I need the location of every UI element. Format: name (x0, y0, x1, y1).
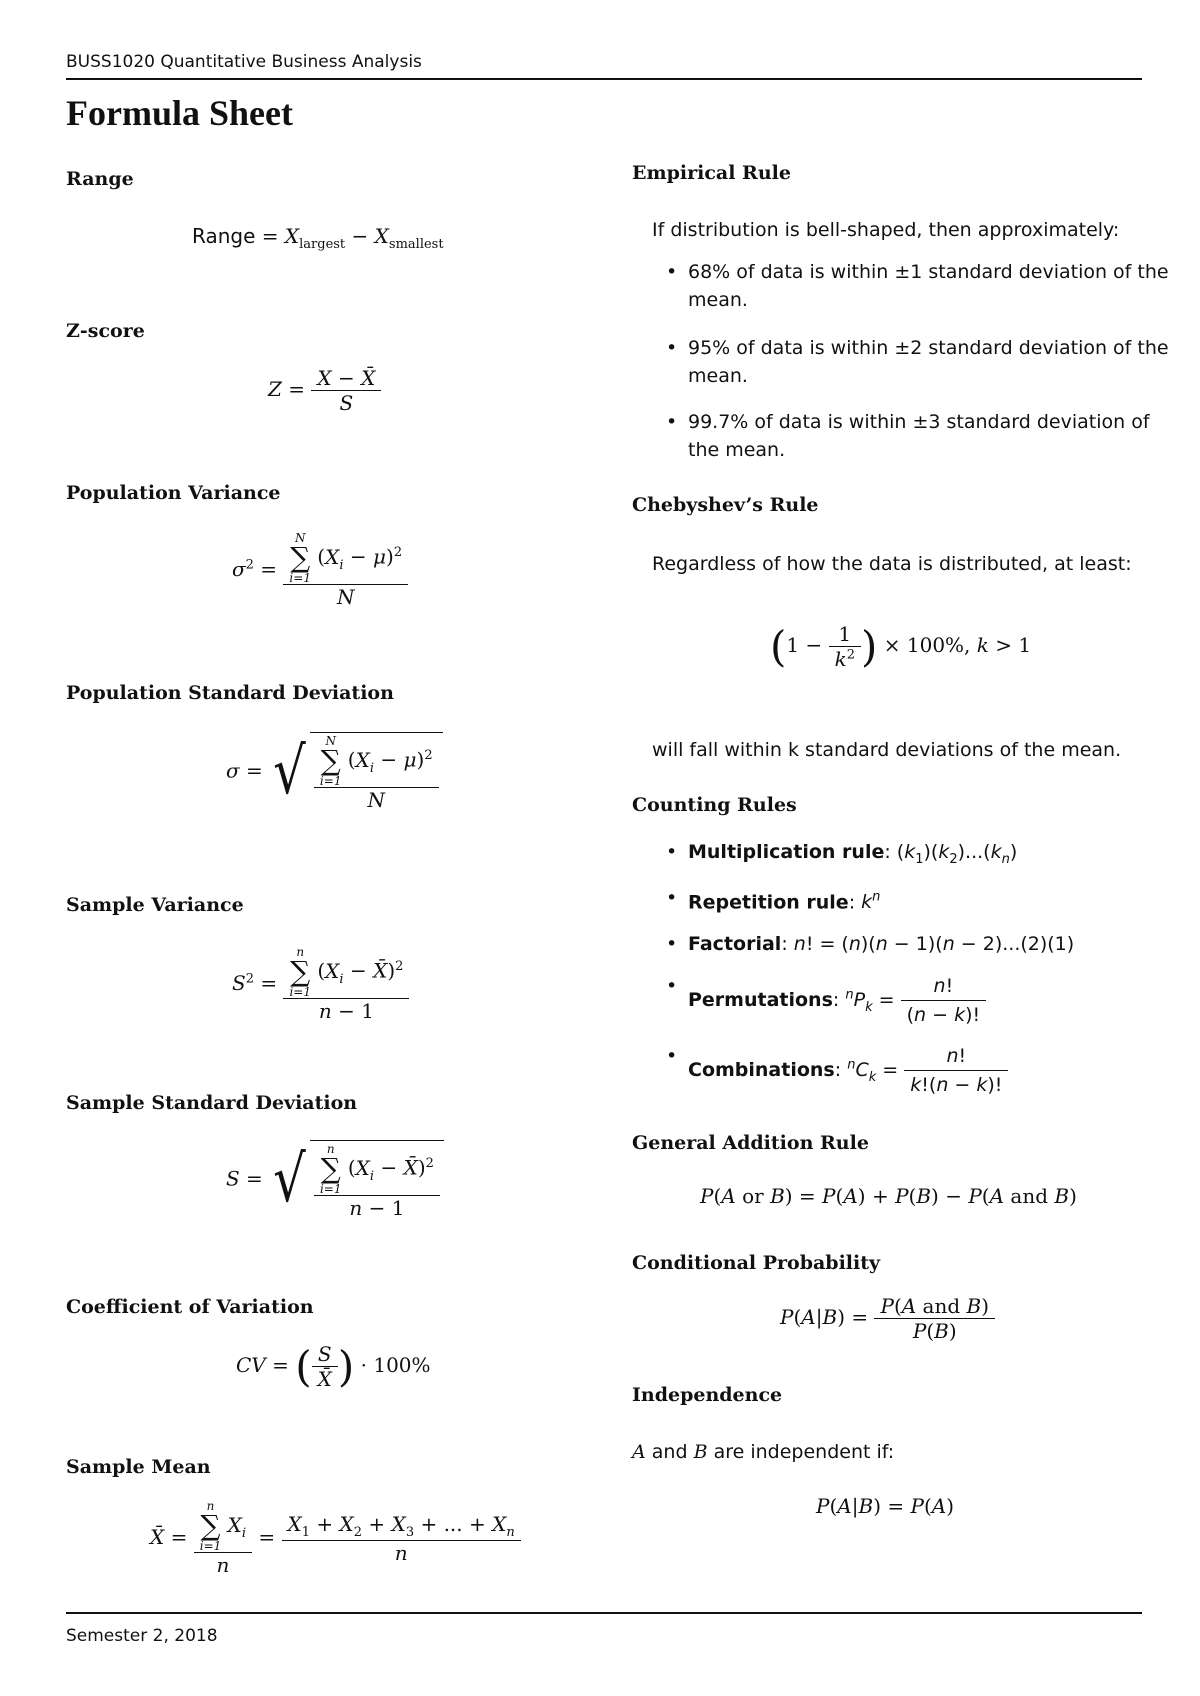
chebyshev-heading: Chebyshev’s Rule (632, 494, 819, 516)
independence-formula: P(A|B) = P(A) (816, 1494, 955, 1518)
independence-text: A and B are independent if: (632, 1441, 895, 1463)
cv-heading: Coefficient of Variation (66, 1296, 314, 1318)
counting-heading: Counting Rules (632, 794, 797, 816)
samp-sd-heading: Sample Standard Deviation (66, 1092, 358, 1114)
empirical-heading: Empirical Rule (632, 162, 791, 184)
chebyshev-outro: will fall within k standard deviations of the mean. (652, 739, 1122, 761)
footer-semester: Semester 2, 2018 (66, 1626, 218, 1646)
counting-fact: • Factorial: n! = (n)(n − 1)(n − 2)...(2)(1) (666, 930, 1074, 958)
zscore-heading: Z-score (66, 320, 145, 342)
pop-var-heading: Population Variance (66, 482, 281, 504)
samp-sd-formula: S = √ n ∑ i=1 ($X_i$ − X̄)$^2$ n − 1 (226, 1140, 444, 1220)
range-heading: Range (66, 168, 134, 190)
range-formula: Range = $X_{largest} - X_{smallest}$ (192, 224, 444, 252)
empirical-bullet: • 99.7% of data is within ±3 standard deviation of the mean. (666, 408, 1170, 464)
counting-comb: • Combinations: $^nC_k$ = $\frac{n!}{k!(n - k)!}$ (666, 1042, 1008, 1099)
conditional-heading: Conditional Probability (632, 1252, 881, 1274)
page-title: Formula Sheet (66, 93, 293, 133)
pop-sd-heading: Population Standard Deviation (66, 682, 394, 704)
footer-rule (66, 1612, 1142, 1614)
pop-sd-formula: σ = √ N ∑ i=1 $(X_i - \mu)^2$ N (226, 732, 443, 812)
header-rule (66, 78, 1142, 80)
conditional-formula: P(A|B) = $\frac{\text{P(A and B)}}{P(B)}$ (780, 1294, 995, 1343)
zscore-formula: Z = $\frac{X - X̄}{S}$ (268, 366, 381, 415)
cv-formula: CV = ( $\frac{S}{X̄}$ ) · 100% (236, 1342, 431, 1391)
empirical-bullet: • 68% of data is within ±1 standard deviation of the mean. (666, 258, 1170, 314)
addition-heading: General Addition Rule (632, 1132, 869, 1154)
empirical-bullet: • 95% of data is within ±2 standard deviation of the mean. (666, 334, 1170, 390)
counting-rep: • Repetition rule: $k^n$ (666, 884, 880, 916)
samp-var-formula: $S^2$ = n ∑ i=1 ($X_i$ − X̄)$^2$ n − 1 (232, 946, 409, 1023)
chebyshev-formula: (1 − $\frac{1}{k^2}$ ) × 100%, k > 1 (770, 622, 1032, 671)
mean-heading: Sample Mean (66, 1456, 211, 1478)
counting-mult: • Multiplication rule: $(k_1)(k_2)...(k_n)$ (666, 838, 1017, 874)
samp-var-heading: Sample Variance (66, 894, 244, 916)
pop-var-formula: $\sigma^2$ = N ∑ i=1 $(X_i - \mu)^2$ N (232, 532, 408, 609)
counting-perm: • Permutations: $^nP_k$ = $\frac{n!}{(n - k)!}$ (666, 972, 986, 1029)
course-header: BUSS1020 Quantitative Business Analysis (66, 52, 422, 72)
addition-formula: P(A or B) = P(A) + P(B) − P(A and B) (700, 1184, 1077, 1208)
empirical-intro: If distribution is bell-shaped, then approximately: (652, 219, 1120, 241)
chebyshev-intro: Regardless of how the data is distributed, at least: (652, 553, 1132, 575)
mean-formula: X̄ = n ∑ i=1 $X_i$ n = $\frac{X_1 + X_2 + X_3 + ... + X_n}{n}$ (150, 1500, 521, 1577)
independence-heading: Independence (632, 1384, 783, 1406)
